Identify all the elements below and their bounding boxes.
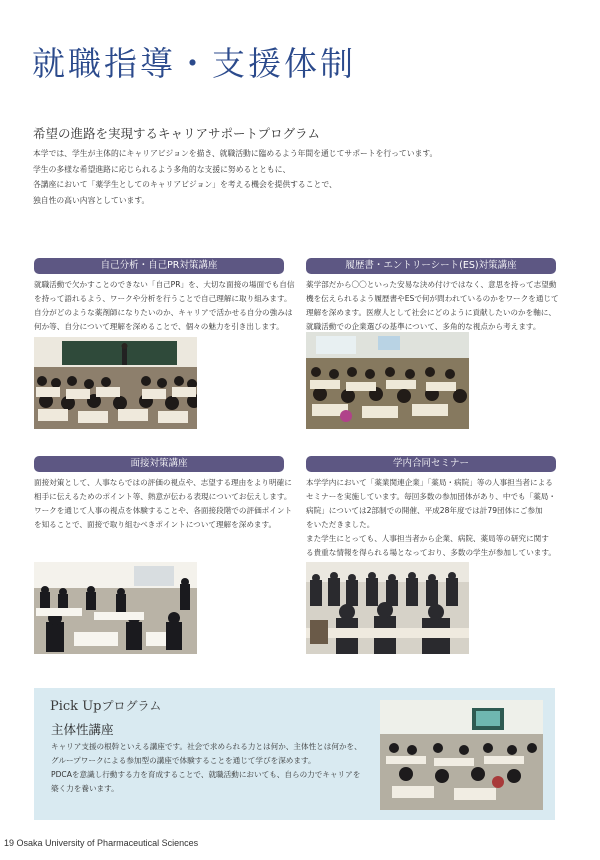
body-line: 自分がどのような薬剤師になりたいのか、キャリアで活かせる自分の強みは [34, 308, 293, 317]
pickup-tag-jp: プログラム [101, 699, 162, 713]
body-line: 面接対策として、人事ならではの評価の視点や、志望する理由をより明確に [34, 478, 292, 487]
body-line: 理解を深めます。医療人として社会にどのように貢献したいのかを軸に、 [306, 308, 556, 317]
body-line: る貴重な情報を得られる場となっており、多数の学生が参加しています。 [306, 548, 556, 557]
body-line: セミナーを実施しています。毎回多数の参加団体があり、中でも「薬局・ [306, 492, 556, 501]
university-name: Osaka University of Pharmaceutical Sciences [16, 838, 199, 848]
pickup-program-name: 主体性講座 [51, 722, 114, 737]
classroom-photo-lecture [34, 337, 197, 429]
intro-line: 各講座において「薬学生としてのキャリアビジョン」を考える機会を提供することで、 [33, 180, 337, 189]
body-line: 機を伝えられるよう履歴書やESで何が問われているのかをワークを通じて [306, 294, 559, 303]
body-line: 薬学部だから〇〇といった安易な決め付けではなく、意思を持って志望動 [306, 280, 557, 289]
pickup-tag-latin: Pick Up [50, 699, 102, 714]
page-number: 19 [4, 838, 15, 848]
body-line: 本学学内において「薬業関連企業」「薬局・病院」等の人事担当者による [306, 478, 553, 487]
intro-line: 独自性の高い内容としています。 [33, 195, 150, 205]
pickup-line: グループワークによる参加型の講座で体験することを通じて学びを深めます。 [51, 756, 316, 765]
pickup-tag [50, 697, 161, 714]
body-line: 病院」については2部制での開催、平成28年度では計79団体にご参加 [306, 506, 543, 515]
page-footer [4, 838, 198, 848]
section-heading-interview: 面接対策講座 [34, 456, 284, 472]
body-line: 何か等、自分について理解を深めることで、個々の魅力を引き出します。 [34, 322, 284, 331]
classroom-photo-interview [34, 562, 197, 654]
page-subtitle: 希望の進路を実現するキャリアサポートプログラム [33, 126, 321, 141]
section-body-self-analysis [34, 278, 296, 334]
section-body-interview [34, 476, 296, 532]
body-line: 就職活動での企業選びの基準について、多角的な視点から考えます。 [306, 322, 541, 331]
pickup-photo [380, 700, 543, 810]
body-line: をいただきました。 [306, 520, 375, 529]
pickup-line: キャリア支援の根幹といえる講座です。社会で求められる力とは何か、主体性とは何かを、 [51, 742, 362, 751]
body-line: を知ることで、面接で取り組むべきポイントについて理解を深めます。 [34, 520, 277, 529]
seminar-photo [306, 562, 469, 654]
page-title: 就職指導・支援体制 [32, 44, 356, 83]
section-heading-es: 履歴書・エントリーシート(ES)対策講座 [306, 258, 556, 274]
section-body-seminar [306, 476, 568, 560]
section-heading-seminar: 学内合同セミナー [306, 456, 556, 472]
classroom-photo-es [306, 332, 469, 429]
intro-line: 本学では、学生が主体的にキャリアビジョンを描き、就職活動に臨めるよう年間を通じてサポートを行っています。 [33, 149, 438, 158]
section-heading-self-analysis: 自己分析・自己PR対策講座 [34, 258, 284, 274]
body-line: 就職活動で欠かすことのできない「自己PR」を、大切な面接の場面でも自信 [34, 280, 295, 289]
pickup-body [51, 740, 362, 796]
section-body-es [306, 278, 568, 334]
body-line: ワークを通じて人事の視点を体験することや、各面接段階での評価ポイント [34, 506, 293, 515]
intro-line: 学生の多様な希望進路に応じられるよう多角的な支援に努めるとともに、 [33, 164, 291, 174]
body-line: を持って語れるよう、ワークや分析を行うことで自己理解に取り組みます。 [34, 294, 292, 303]
body-line: また学生にとっても、人事担当者から企業、病院、薬局等の研究に関す [306, 534, 549, 543]
pickup-line: 築く力を養います。 [51, 784, 119, 793]
intro-text [33, 146, 473, 208]
pickup-line: PDCAを意識し行動する力を育成することで、就職活動においても、自らの力でキャリアを [51, 770, 361, 779]
body-line: 相手に伝えるためのポイント等、熱意が伝わる表現についてお伝えします。 [34, 492, 292, 501]
